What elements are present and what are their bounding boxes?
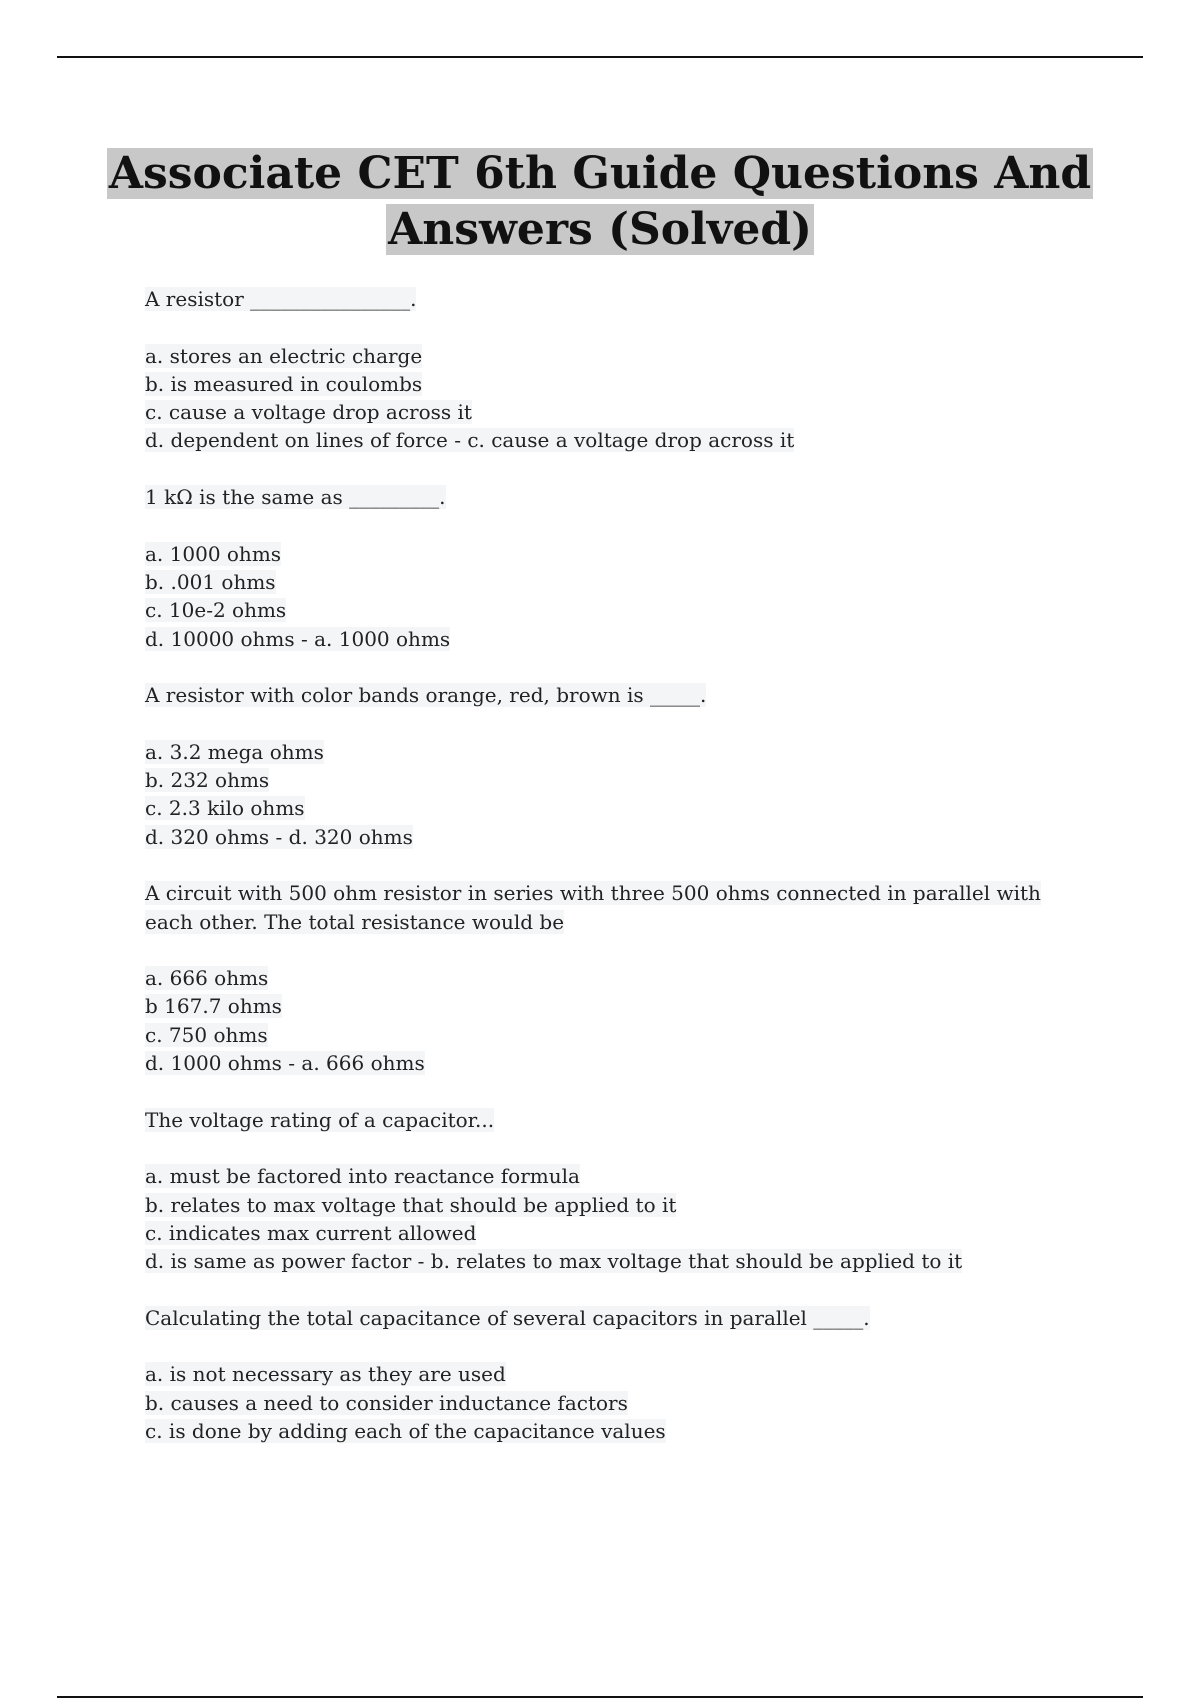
option-c: c. 2.3 kilo ohms bbox=[145, 796, 305, 821]
header-rule bbox=[57, 56, 1143, 58]
question-text bbox=[145, 285, 1075, 313]
title-line-1: Associate CET 6th Guide Questions And bbox=[108, 148, 1092, 199]
answer-options bbox=[145, 342, 1075, 455]
question-1: A resistor ________________. bbox=[145, 287, 417, 311]
option-d-with-answer: d. 10000 ohms - a. 1000 ohms bbox=[145, 626, 451, 651]
option-b: b. relates to max voltage that should be applied to it bbox=[145, 1192, 677, 1217]
option-a: a. is not necessary as they are used bbox=[145, 1362, 506, 1387]
option-b: b. causes a need to consider inductance factors bbox=[145, 1390, 628, 1415]
question-5: The voltage rating of a capacitor... bbox=[145, 1107, 495, 1132]
question-text bbox=[145, 483, 1075, 511]
option-c: c. 10e-2 ohms bbox=[145, 598, 287, 623]
footer-rule bbox=[57, 1696, 1143, 1698]
option-a: a. 666 ohms bbox=[145, 966, 269, 991]
question-text bbox=[145, 1106, 1075, 1134]
option-c: c. indicates max current allowed bbox=[145, 1220, 477, 1245]
question-text bbox=[145, 879, 1075, 936]
question-2: 1 kΩ is the same as _________. bbox=[145, 485, 446, 510]
option-a: a. stores an electric charge bbox=[145, 343, 423, 368]
option-c: c. cause a voltage drop across it bbox=[145, 400, 472, 425]
question-3: A resistor with color bands orange, red, brown is _____. bbox=[145, 683, 707, 708]
option-b: b. .001 ohms bbox=[145, 569, 276, 594]
question-4-line-1: A circuit with 500 ohm resistor in series with three 500 ohms connected in parallel with bbox=[145, 881, 1041, 906]
question-4-line-2: each other. The total resistance would be bbox=[145, 909, 565, 934]
option-c: c. is done by adding each of the capacitance values bbox=[145, 1418, 666, 1443]
option-c: c. 750 ohms bbox=[145, 1022, 268, 1047]
answer-options bbox=[145, 964, 1075, 1077]
option-d-with-answer: d. dependent on lines of force - c. cause a voltage drop across it bbox=[145, 428, 795, 453]
question-text bbox=[145, 681, 1075, 709]
option-d-with-answer: d. 1000 ohms - a. 666 ohms bbox=[145, 1051, 425, 1076]
document-body bbox=[145, 285, 1075, 1473]
option-a: a. must be factored into reactance formula bbox=[145, 1164, 580, 1189]
answer-options bbox=[145, 1162, 1075, 1275]
option-b: b. is measured in coulombs bbox=[145, 371, 423, 396]
answer-options bbox=[145, 738, 1075, 851]
option-b: b. 232 ohms bbox=[145, 768, 270, 793]
option-a: a. 3.2 mega ohms bbox=[145, 739, 324, 764]
option-d-with-answer: d. 320 ohms - d. 320 ohms bbox=[145, 824, 413, 849]
answer-options bbox=[145, 1360, 1075, 1445]
document-title bbox=[60, 146, 1140, 258]
title-line-2: Answers (Solved) bbox=[388, 204, 812, 255]
answer-options bbox=[145, 540, 1075, 653]
option-b: b 167.7 ohms bbox=[145, 994, 282, 1019]
option-a: a. 1000 ohms bbox=[145, 541, 282, 566]
question-6: Calculating the total capacitance of several capacitors in parallel _____. bbox=[145, 1305, 870, 1330]
option-d-with-answer: d. is same as power factor - b. relates to max voltage that should be applied to it bbox=[145, 1249, 963, 1274]
question-text bbox=[145, 1304, 1075, 1332]
